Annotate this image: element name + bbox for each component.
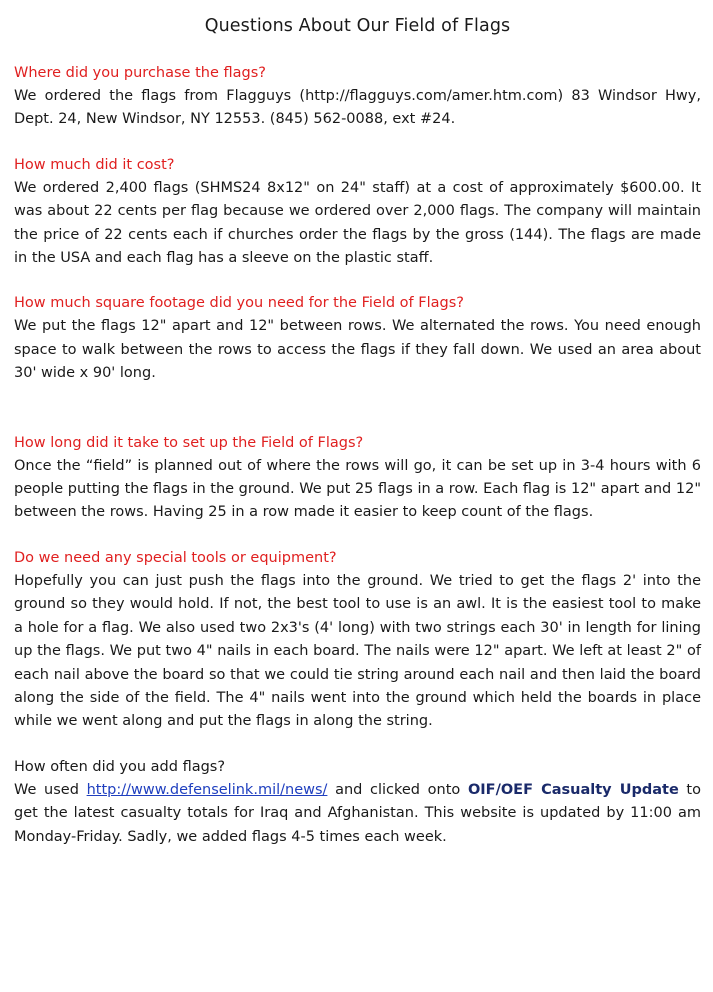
answer-footage: We put the flags 12" apart and 12" between rows. We alternated the rows. You need enough space to walk between the rows to access the flags if they fall down. We used an area about 30' wide x 90' long. — [14, 318, 701, 382]
qa-section-footage — [14, 292, 701, 385]
qa-section-setup-time — [14, 432, 701, 525]
answer-frequency — [14, 779, 701, 849]
answer-cost: We ordered 2,400 flags (SHMS24 8x12" on 24" staff) at a cost of approximately $600.00. It was about 22 cents per flag because we ordered over 2,000 flags. The company will maintain the price of 22 cents each if churches order the flags by the gross (144). The flags are made in the USA and each flag has a sleeve on the plastic staff. — [14, 179, 701, 267]
answer-setup-time: Once the “field” is planned out of where the rows will go, it can be set up in 3-4 hours with 6 people putting the flags in the ground. We put 25 flags in a row. Each flag is 12" apart and 12" between the rows. Having 25 in a row made it easier to keep count of the flags. — [14, 457, 701, 521]
answer-frequency-text-2: and clicked onto — [327, 781, 468, 798]
page-title: Questions About Our Field of Flags — [204, 16, 511, 36]
casualty-update-label: OIF/OEF Casualty Update — [467, 781, 679, 798]
defenselink-news-link[interactable]: http://www.defenselink.mil/news/ — [86, 781, 328, 798]
qa-section-cost — [14, 154, 701, 271]
qa-section-tools — [14, 547, 701, 734]
answer-frequency-text-3: to get the latest casualty totals for Iraq and Afghanistan. This website is updated by 11:00 am Monday-Friday. Sadly, we added flags 4-5 times each week. — [14, 781, 701, 845]
answer-frequency-text-1: We used — [14, 781, 87, 798]
qa-section-frequency — [14, 756, 701, 849]
question-setup-time: How long did it take to set up the Field of Flags? — [14, 434, 364, 451]
question-footage: How much square footage did you need for the Field of Flags? — [14, 295, 464, 312]
answer-purchase: We ordered the flags from Flagguys (http://flagguys.com/amer.htm.com) 83 Windsor Hwy, Dept. 24, New Windsor, NY 12553. (845) 562-0088, ext #24. — [14, 88, 701, 128]
qa-section-purchase — [14, 62, 701, 132]
question-cost: How much did it cost? — [14, 156, 175, 173]
question-purchase: Where did you purchase the flags? — [14, 65, 266, 81]
question-tools: Do we need any special tools or equipment? — [14, 549, 337, 566]
answer-tools: Hopefully you can just push the flags into the ground. We tried to get the flags 2' into the ground so they would hold. If not, the best tool to use is an awl. It is the easiest tool to make a hole for a flag. We also used two 2x3's (4' long) with two strings each 30' in length for lining up the flags. We put two 4" nails in each board. The nails were 12" apart. We left at least 2" of each nail above the board so that we could tie string around each nail and then laid the board along the side of the field. The 4" nails went into the ground which held the boards in place while we went along and put the flags in along the string. — [14, 572, 701, 730]
question-frequency: How often did you add flags? — [14, 758, 226, 775]
